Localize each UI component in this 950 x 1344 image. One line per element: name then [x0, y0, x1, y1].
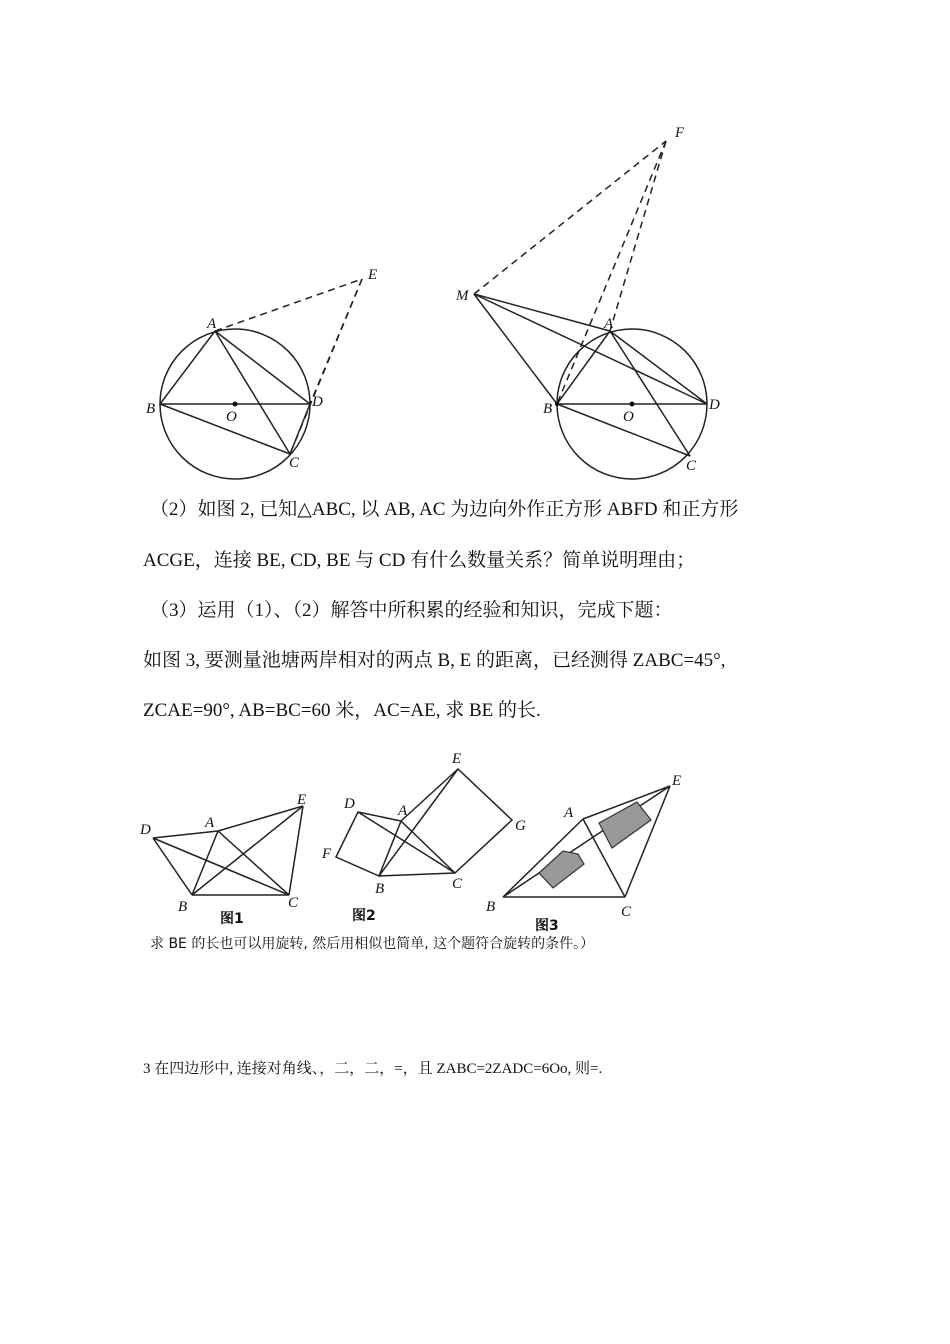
fig2-label-G: G: [515, 818, 526, 834]
fig3-label-E: E: [672, 773, 682, 789]
fig2-square-ACGE: [401, 769, 512, 873]
paragraph-part3-line2: 如图 3, 要测量池塘两岸相对的两点 B, E 的距离，已经测得 ZABC=45°,: [143, 650, 726, 671]
left-circle-figure: [160, 279, 362, 479]
note-text: 求 BE 的长也可以用旋转, 然后用相似也简单, 这个题符合旋转的条件。）: [150, 936, 595, 952]
segment-MD: [474, 294, 707, 404]
paragraph-part2-line2: ACGE，连接 BE, CD, BE 与 CD 有什么数量关系？简单说明理由；: [143, 550, 696, 571]
fig3-label-C: C: [621, 904, 632, 920]
fig2-caption: 图2: [352, 908, 376, 924]
fig3-BE: [503, 786, 670, 897]
problem-3-text: 3 在四边形中, 连接对角线、，二，二，=，且 ZABC=2ZADC=6Oo, 则=.: [143, 1061, 603, 1077]
label-left-A: A: [207, 316, 217, 332]
fig3-pond-right: [599, 802, 651, 848]
fig3-caption: 图3: [535, 918, 559, 934]
label-left-O: O: [226, 409, 237, 425]
left-center-point: [233, 402, 238, 407]
label-right-M: M: [456, 288, 469, 304]
paragraph-part2-line1: （2）如图 2, 已知△ABC, 以 AB, AC 为边向外作正方形 ABFD 和正方形: [150, 499, 739, 520]
label-left-D: D: [312, 394, 323, 410]
fig1-label-C: C: [288, 895, 299, 911]
fig2-square-ABFD: [336, 812, 401, 876]
right-point-B: [555, 402, 559, 406]
fig3-CE: [625, 786, 670, 897]
fig3-diagram: [503, 786, 670, 897]
fig1-AE: [218, 806, 303, 831]
dashed-FB: [557, 141, 666, 404]
figure-circles: [0, 0, 950, 490]
dashed-AE: [215, 279, 362, 331]
figure-triangles: [0, 740, 950, 940]
paragraph-part3-line1: （3）运用（1）、（2）解答中所积累的经验和知识，完成下题：: [150, 600, 673, 621]
dashed-ED: [310, 279, 362, 404]
fig1-DA: [153, 831, 218, 838]
dashed-MF: [474, 141, 666, 294]
fig2-label-A: A: [398, 803, 408, 819]
paragraph-part3-line3: ZCAE=90°, AB=BC=60 米，AC=AE, 求 BE 的长.: [143, 700, 541, 721]
fig1-EC: [289, 806, 303, 895]
dashed-FA: [610, 141, 666, 331]
fig2-DC: [358, 812, 455, 873]
fig2-BC: [379, 873, 455, 876]
fig1-diagram: [153, 806, 303, 895]
label-right-C: C: [686, 458, 697, 474]
fig1-label-D: D: [140, 822, 151, 838]
segment-AD: [215, 331, 310, 404]
segment-MB: [474, 294, 557, 404]
label-left-E: E: [368, 267, 378, 283]
fig2-label-B: B: [375, 881, 385, 897]
right-center-point: [630, 402, 635, 407]
label-right-D: D: [709, 397, 720, 413]
right-circle-figure: [474, 141, 707, 479]
fig1-caption: 图1: [220, 911, 244, 927]
segment-AD-right: [610, 331, 707, 404]
label-right-B: B: [543, 401, 553, 417]
label-right-F: F: [675, 125, 685, 141]
fig1-label-A: A: [205, 815, 215, 831]
fig1-label-B: B: [178, 899, 188, 915]
label-right-A: A: [604, 316, 614, 332]
fig2-label-C: C: [452, 876, 463, 892]
segment-AB: [160, 331, 215, 404]
label-right-O: O: [623, 409, 634, 425]
fig1-AC: [218, 831, 289, 895]
segment-AC-right: [610, 331, 690, 456]
fig1-label-E: E: [297, 792, 307, 808]
fig2-label-F: F: [322, 846, 332, 862]
fig2-label-D: D: [344, 796, 355, 812]
segment-BC: [160, 404, 290, 454]
fig2-diagram: [336, 769, 512, 876]
fig3-pond-left: [539, 851, 584, 888]
fig3-label-A: A: [564, 805, 574, 821]
fig2-label-E: E: [452, 751, 462, 767]
label-left-C: C: [289, 455, 300, 471]
fig2-BE: [379, 769, 458, 876]
label-left-B: B: [146, 401, 156, 417]
fig3-label-B: B: [486, 899, 496, 915]
segment-AC: [215, 331, 290, 454]
